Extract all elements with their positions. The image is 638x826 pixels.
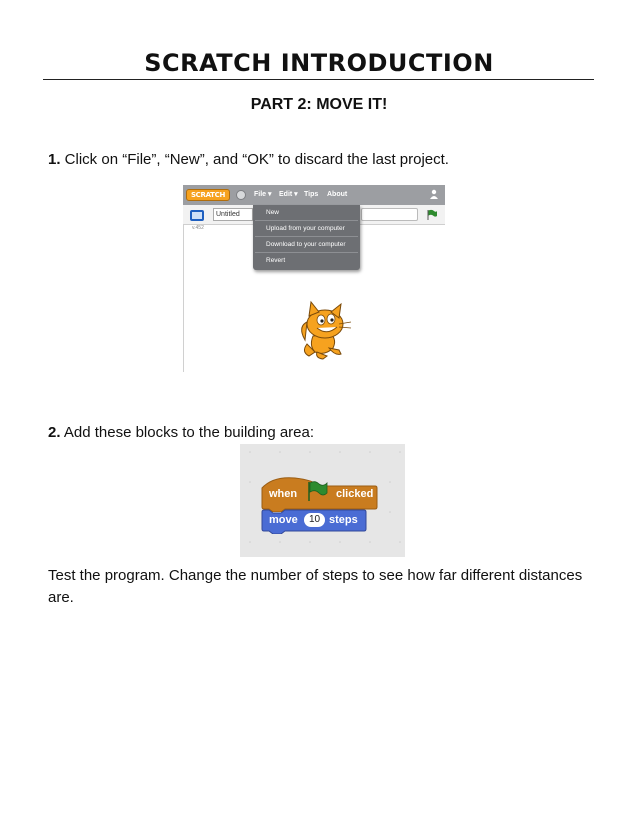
instructions-paragraph: Test the program. Change the number of steps to see how far different distances are. bbox=[48, 567, 583, 606]
step-2 bbox=[48, 422, 314, 444]
toolbar-field[interactable] bbox=[361, 208, 418, 221]
steps-input[interactable]: 10 bbox=[304, 513, 325, 527]
move-label: move bbox=[269, 514, 298, 526]
menu-divider bbox=[255, 220, 358, 221]
steps-label: steps bbox=[329, 514, 358, 526]
when-label: when bbox=[269, 488, 298, 500]
step-2-number: 2. bbox=[48, 424, 61, 441]
menu-divider bbox=[255, 236, 358, 237]
menu-about[interactable]: About bbox=[327, 191, 348, 198]
scratch-menubar bbox=[183, 185, 445, 205]
scratch-logo[interactable]: SCRATCH bbox=[186, 189, 230, 201]
menu-item-upload[interactable]: Upload from your computer bbox=[266, 225, 345, 232]
user-icon[interactable] bbox=[429, 189, 439, 200]
version-label: v.452 bbox=[192, 225, 204, 231]
scratch-cat-sprite[interactable] bbox=[295, 300, 355, 362]
section-subtitle: PART 2: MOVE IT! bbox=[250, 96, 388, 113]
globe-icon[interactable] bbox=[236, 190, 246, 200]
fullscreen-icon[interactable] bbox=[190, 210, 204, 221]
green-flag-icon bbox=[306, 480, 328, 502]
title-divider bbox=[43, 79, 594, 80]
file-menu-dropdown bbox=[253, 205, 360, 270]
menu-tips[interactable]: Tips bbox=[304, 191, 319, 198]
step-1 bbox=[48, 149, 449, 171]
page-title: SCRATCH INTRODUCTION bbox=[144, 49, 494, 77]
stage-border bbox=[183, 225, 184, 372]
menu-divider bbox=[255, 252, 358, 253]
green-flag-icon[interactable] bbox=[426, 209, 438, 221]
menu-file[interactable]: File ▾ bbox=[254, 191, 272, 198]
step-1-number: 1. bbox=[48, 151, 61, 168]
menu-item-download[interactable]: Download to your computer bbox=[266, 241, 346, 248]
menu-edit[interactable]: Edit ▾ bbox=[279, 191, 298, 198]
project-title-input[interactable]: Untitled bbox=[213, 208, 253, 221]
step-2-text: Add these blocks to the building area: bbox=[60, 424, 315, 441]
step-1-text: Click on “File”, “New”, and “OK” to discard the last project. bbox=[60, 151, 449, 168]
scratch-editor-screenshot bbox=[183, 185, 445, 372]
clicked-label: clicked bbox=[336, 488, 374, 500]
menu-item-revert[interactable]: Revert bbox=[266, 257, 286, 264]
menu-item-new[interactable]: New bbox=[266, 209, 280, 216]
